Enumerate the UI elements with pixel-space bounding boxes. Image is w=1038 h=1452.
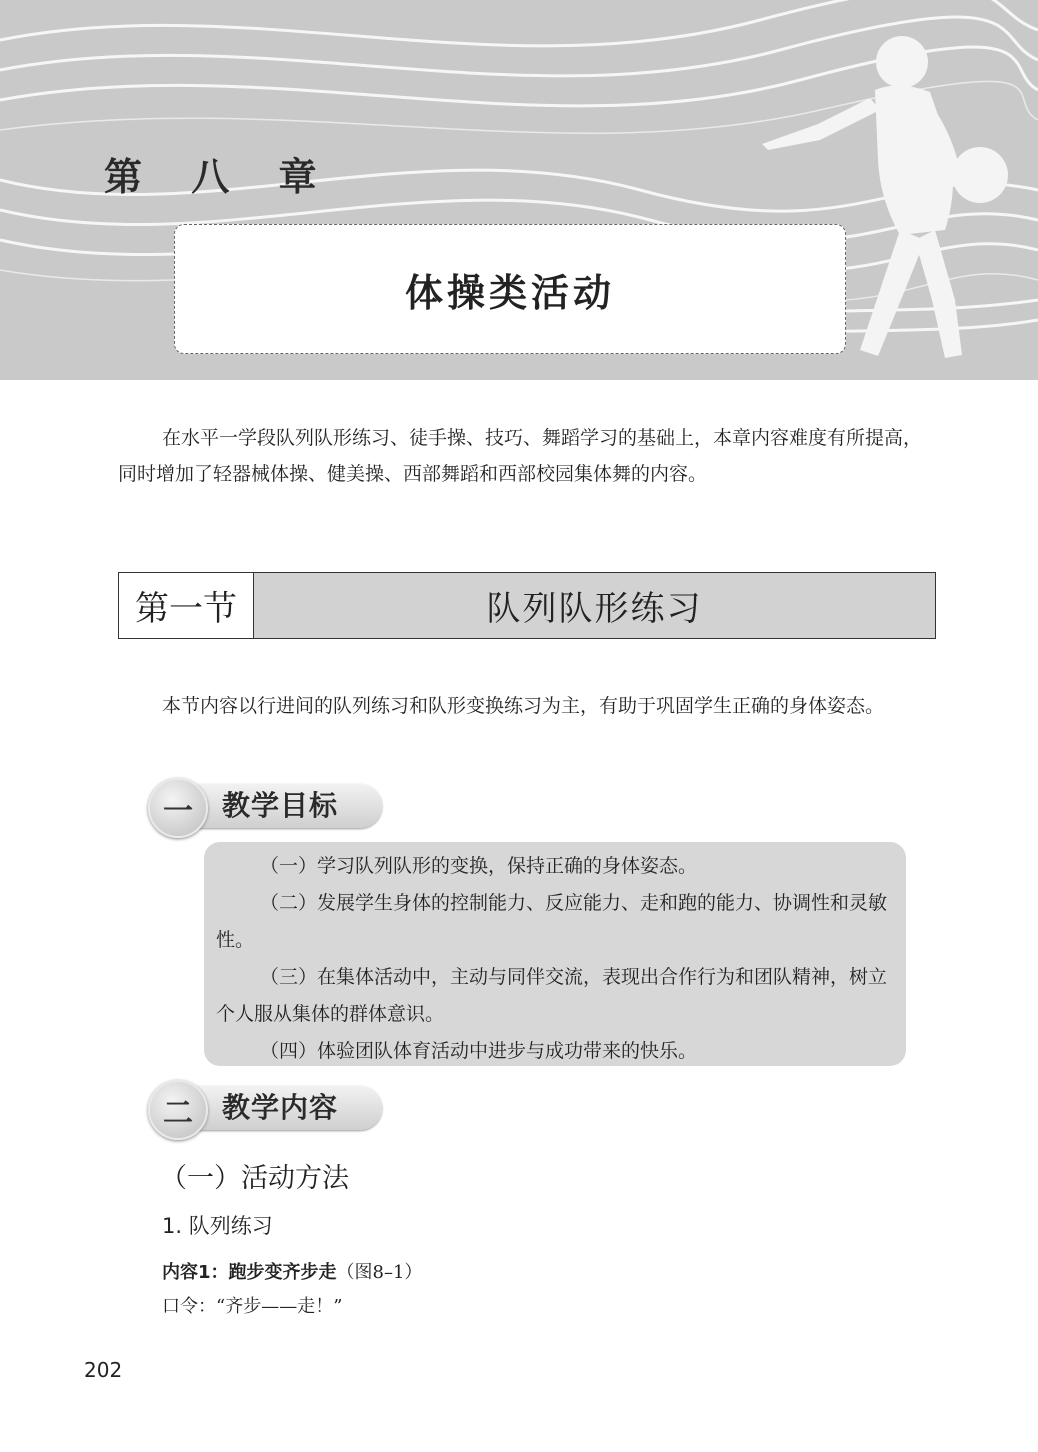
section-header: [118, 572, 936, 639]
content-line-2: 口令：“齐步——走！”: [162, 1296, 343, 1317]
section-number: 第一节: [119, 573, 254, 638]
chapter-intro: 在水平一学段队列队形练习、徒手操、技巧、舞蹈学习的基础上，本章内容难度有所提高，同时增加了轻器械体操、健美操、西部舞蹈和西部校园集体舞的内容。: [118, 427, 923, 485]
figure-reference: （图8–1）: [336, 1262, 423, 1283]
subheading-activity-method: （一）活动方法: [160, 1163, 349, 1194]
section-title: 队列队形练习: [254, 573, 935, 638]
content-heading: [148, 1080, 382, 1136]
section-intro: 本节内容以行进间的队列练习和队形变换练习为主，有助于巩固学生正确的身体姿态。: [162, 695, 885, 717]
goals-box: [204, 842, 906, 1066]
goal-item: （一）学习队列队形的变换，保持正确的身体姿态。: [260, 855, 698, 877]
item-title: 1. 队列练习: [162, 1214, 273, 1238]
page-number: 202: [84, 1358, 123, 1382]
goal-item: （三）在集体活动中，主动与同伴交流，表现出合作行为和团队精神，树立个人服从集体的群体意识。: [216, 966, 888, 1025]
goals-badge: 一: [148, 778, 208, 838]
content-badge: 二: [148, 1080, 208, 1140]
goals-heading: [148, 778, 382, 834]
goals-heading-text: 教学目标: [222, 789, 339, 822]
chapter-title-box: [174, 224, 846, 354]
content-heading-text: 教学内容: [222, 1091, 339, 1124]
chapter-banner: [0, 0, 1038, 380]
goal-item: （二）发展学生身体的控制能力、反应能力、走和跑的能力、协调性和灵敏性。: [216, 892, 888, 951]
goal-item: （四）体验团队体育活动中进步与成功带来的快乐。: [260, 1040, 698, 1062]
content-line-1: [162, 1258, 422, 1284]
chapter-label: 第 八 章: [104, 154, 335, 199]
content-line-1-label: 内容1：跑步变齐步走: [162, 1262, 337, 1283]
chapter-title: 体操类活动: [404, 269, 615, 315]
